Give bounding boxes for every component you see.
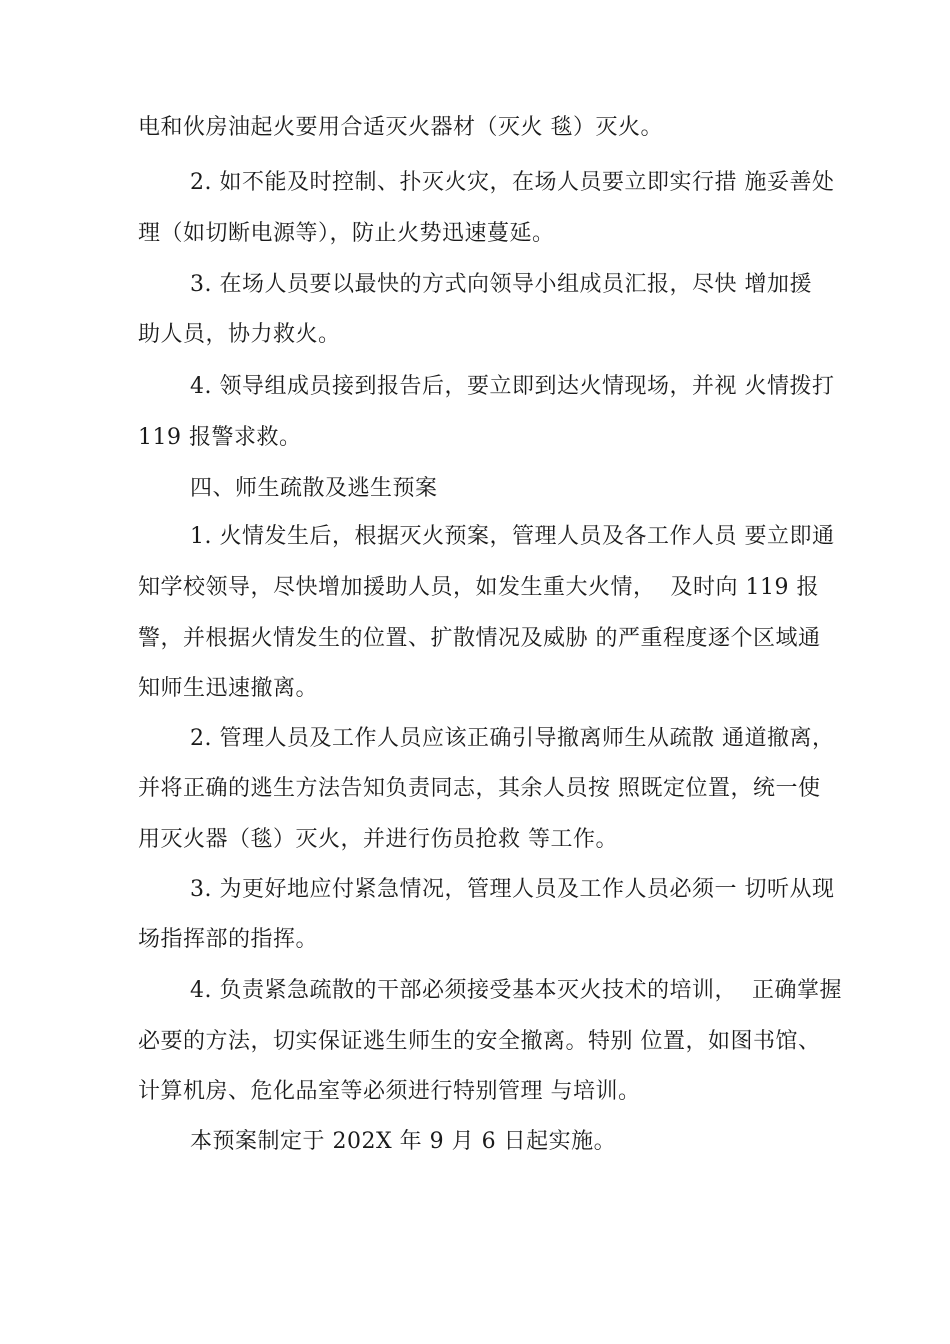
text-line-15: 用灭火器（毯）灭火，并进行伤员抢救 等工作。 xyxy=(138,827,618,852)
text-line-3: 理（如切断电源等），防止火势迅速蔓延。 xyxy=(138,221,555,246)
text-line-20: 计算机房、危化品室等必须进行特别管理 与培训。 xyxy=(138,1079,641,1104)
text-line-9: 1. 火情发生后，根据灭火预案，管理人员及各工作人员 要立即通 xyxy=(190,524,835,549)
text-line-4: 3. 在场人员要以最快的方式向领导小组成员汇报，尽快 增加援 xyxy=(190,272,812,297)
text-line-16: 3. 为更好地应付紧急情况，管理人员及工作人员必须一 切听从现 xyxy=(190,877,835,902)
text-line-14: 并将正确的逃生方法告知负责同志，其余人员按 照既定位置，统一使 xyxy=(138,776,821,801)
text-line-11: 警，并根据火情发生的位置、扩散情况及威胁 的严重程度逐个区域通 xyxy=(138,626,821,651)
text-line-12: 知师生迅速撤离。 xyxy=(138,676,319,701)
text-line-10: 知学校领导，尽快增加援助人员，如发生重大火情， 及时向 119 报 xyxy=(138,575,819,600)
closing-line: 本预案制定于 202X 年 9 月 6 日起实施。 xyxy=(190,1129,617,1154)
text-line-7: 119 报警求救。 xyxy=(138,425,302,450)
section-heading: 四、师生疏散及逃生预案 xyxy=(190,476,438,501)
text-line-1: 电和伙房油起火要用合适灭火器材（灭火 毯）灭火。 xyxy=(138,115,663,140)
text-line-6: 4. 领导组成员接到报告后，要立即到达火情现场，并视 火情拨打 xyxy=(190,374,835,399)
text-line-17: 场指挥部的指挥。 xyxy=(138,927,319,952)
text-line-19: 必要的方法，切实保证逃生师生的安全撤离。特别 位置，如图书馆、 xyxy=(138,1029,821,1054)
text-line-13: 2. 管理人员及工作人员应该正确引导撤离师生从疏散 通道撤离， xyxy=(190,726,835,751)
text-line-5: 助人员，协力救火。 xyxy=(138,322,341,347)
text-line-18: 4. 负责紧急疏散的干部必须接受基本灭火技术的培训， 正确掌握 xyxy=(190,978,842,1003)
text-line-2: 2. 如不能及时控制、扑灭火灾，在场人员要立即实行措 施妥善处 xyxy=(190,170,835,195)
